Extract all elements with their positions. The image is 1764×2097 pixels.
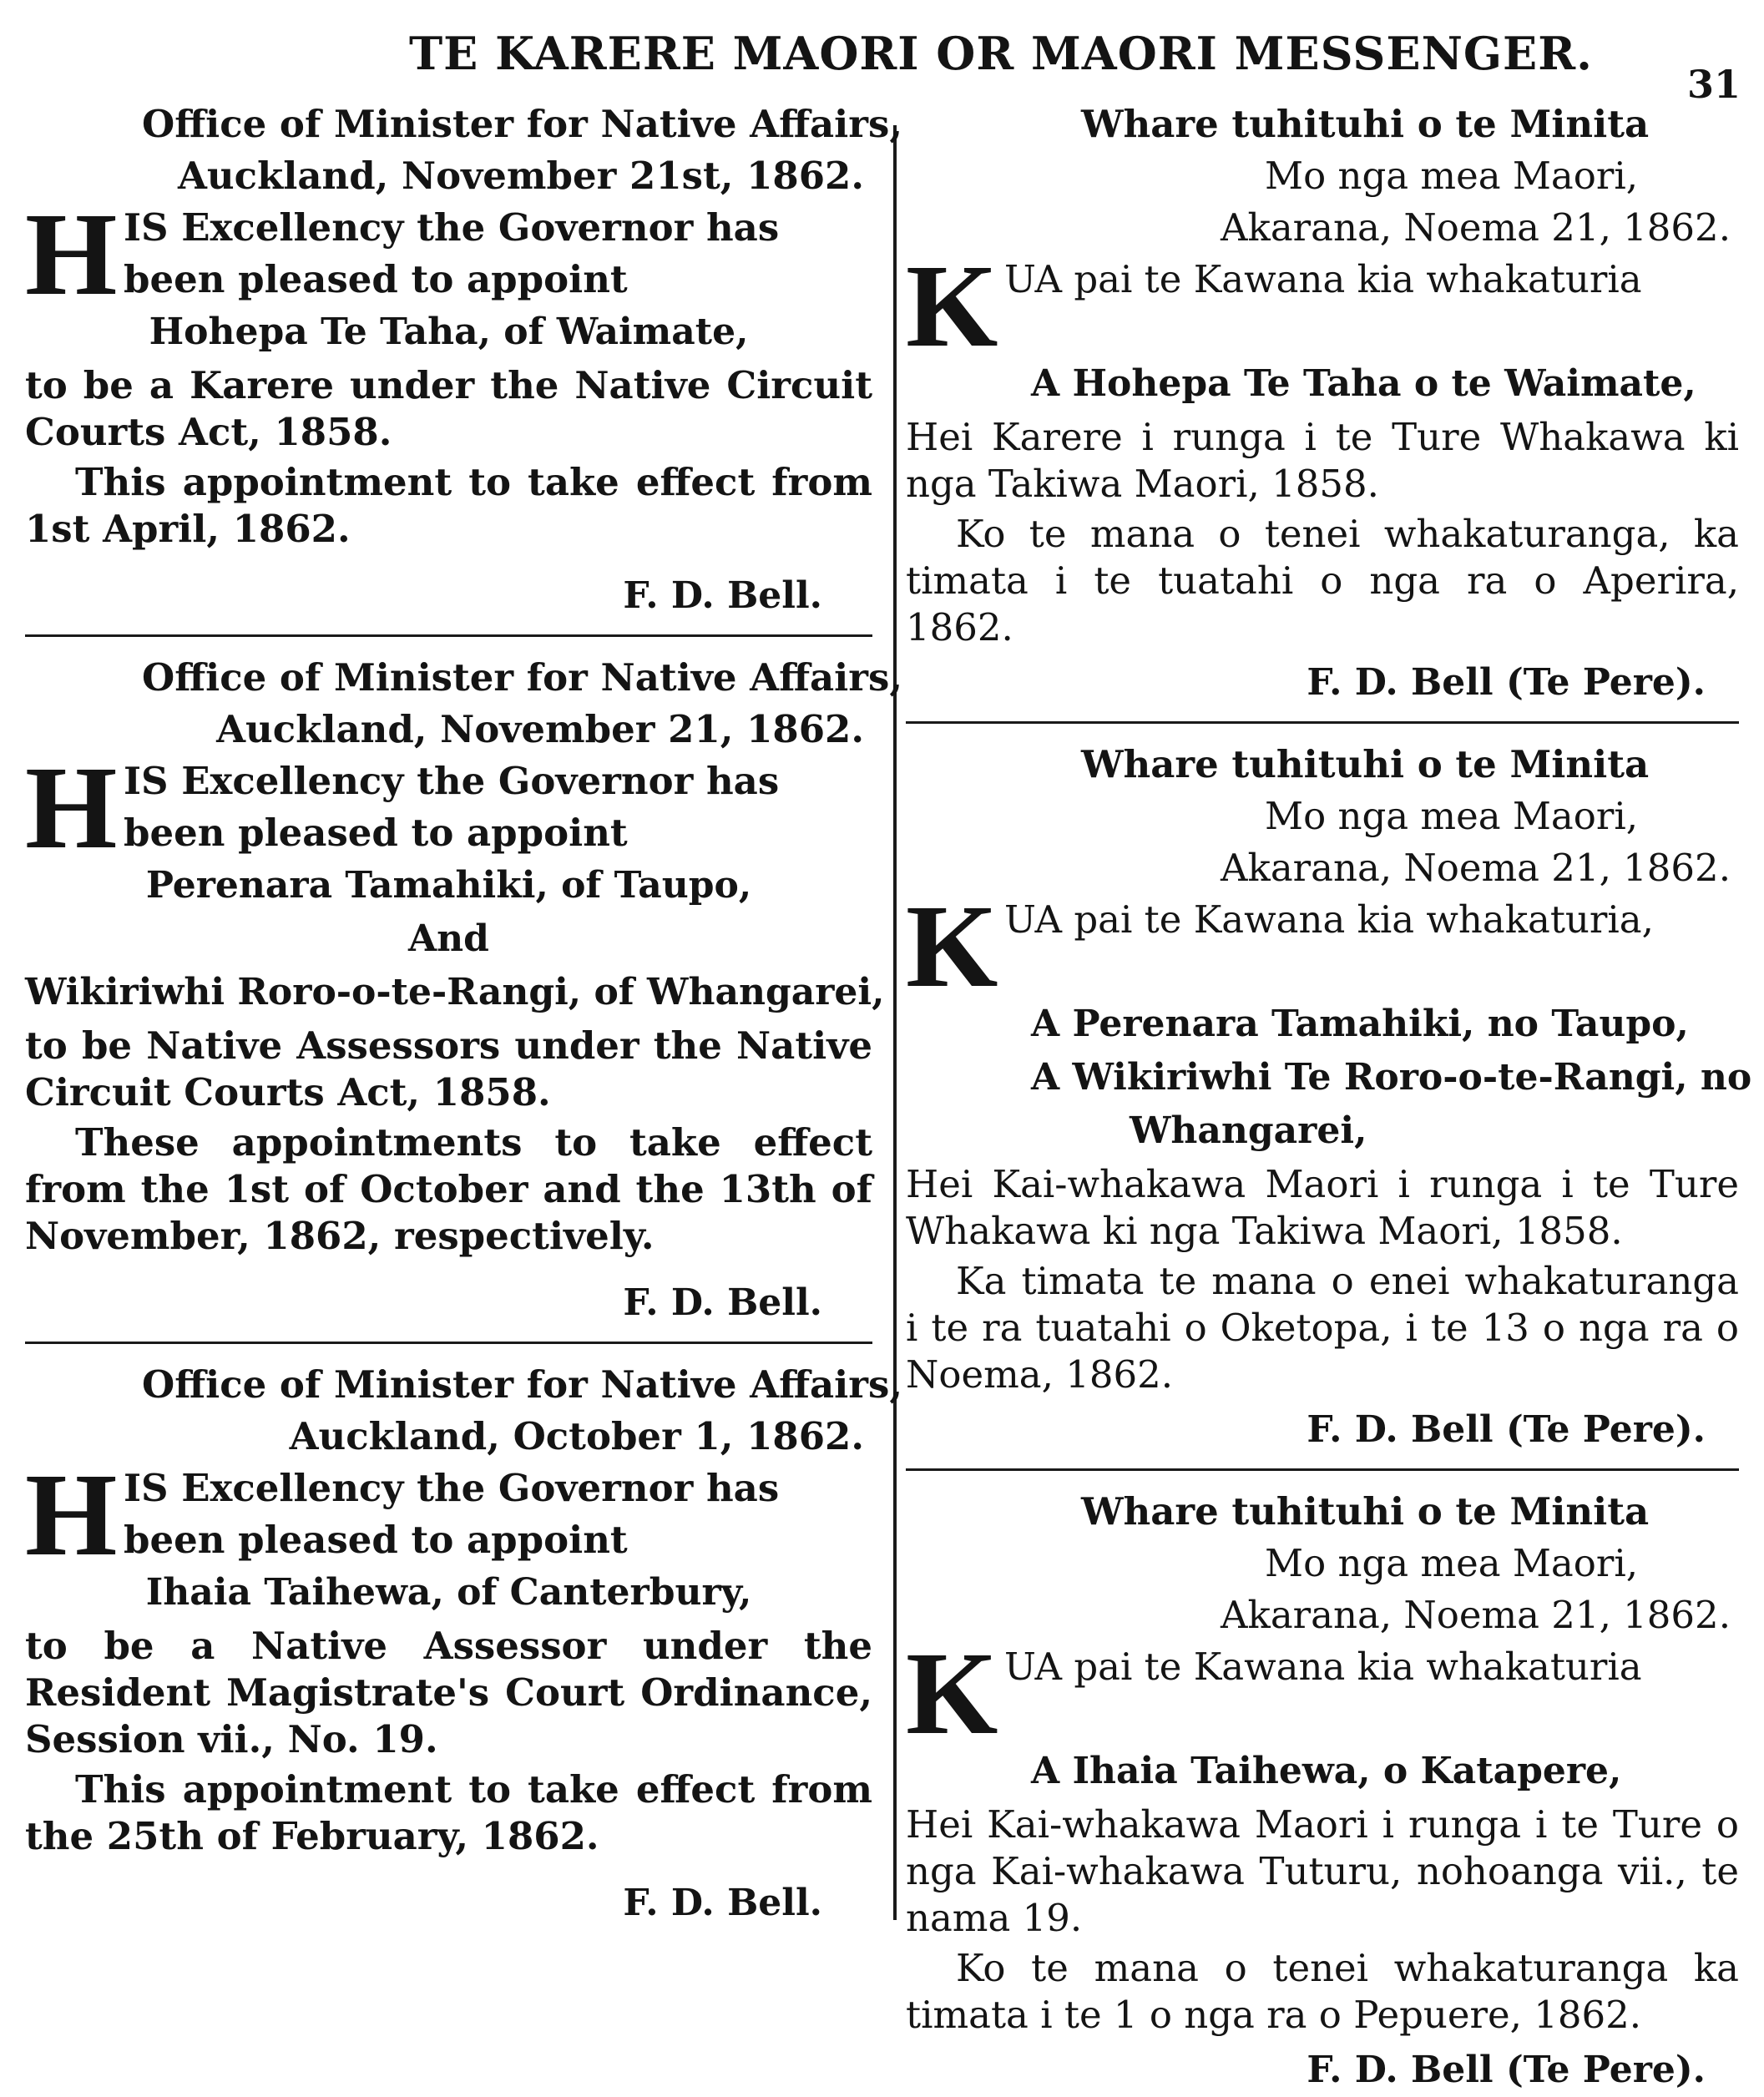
conjunction: And [408,917,489,960]
appointee-name: Hohepa Te Taha, of Waimate, [149,311,749,353]
notice-maori-2 [906,739,1752,1457]
notice-effect: Ka timata te mana o enei whakaturanga i te ra tuatahi o Oketopa, i te 13 o nga ra o Noema, 1862. [906,1259,1739,1397]
notice-office: Whare tuhituhi o te Minita [1081,102,1650,146]
appointee-name: Ihaia Taihewa, of Canterbury, [145,1571,752,1614]
notice-office: Whare tuhituhi o te Minita [1081,742,1650,786]
appointee-name: Wikiriwhi Roro-o-te-Rangi, of Whangarei, [25,971,885,1013]
notice-signature: F. D. Bell (Te Pere). [1307,2049,1706,2091]
notice-office: Office of Minister for Native Affairs, [142,1362,902,1407]
notice-office-line2: Mo nga mea Maori, [1265,794,1639,838]
notice-body: Hei Kai-whakawa Maori i runga i te Ture Whakawa ki nga Takiwa Maori, 1858. [906,1162,1739,1253]
english-column [25,99,902,1930]
column-divider [893,125,897,1920]
appointee-name: A Perenara Tamahiki, no Taupo, [1031,1003,1689,1045]
notice-lead-text: UA pai te Kawana kia whakaturia [1004,1645,1642,1689]
notice-signature: F. D. Bell. [623,574,822,617]
notice-lead-text: UA pai te Kawana kia whakaturia [1004,257,1642,301]
notice-lead [906,880,1739,1012]
appointee-name: A Hohepa Te Taha o te Waimate, [1031,362,1696,405]
section-rule [906,721,1739,724]
notice-lead-text: IS Excellency the Governor has been pleased to appoint [124,205,780,301]
notice-office: Office of Minister for Native Affairs, [142,655,902,700]
notice-office-line2: Mo nga mea Maori, [1265,1541,1639,1585]
notice-place-date: Auckland, November 21, 1862. [216,707,864,751]
section-rule [25,634,872,637]
section-rule [25,1342,872,1344]
maori-column [906,99,1752,2097]
drop-cap: K [906,880,998,1012]
notice-body: Hei Karere i runga i te Ture Whakawa ki nga Takiwa Maori, 1858. [906,415,1739,506]
appointee-name: A Ihaia Taihewa, o Katapere, [1031,1750,1622,1792]
notice-effect: This appointment to take effect from 1st April, 1862. [25,460,872,551]
notice-place-date: Auckland, November 21st, 1862. [178,154,864,198]
drop-cap: K [906,1627,998,1759]
notice-lead-text: IS Excellency the Governor has been pleased to appoint [124,1466,780,1562]
drop-cap: H [25,188,118,320]
notice-office: Whare tuhituhi o te Minita [1081,1489,1650,1534]
notice-lead-text: IS Excellency the Governor has been pleased to appoint [124,759,780,855]
notice-lead [25,1448,872,1580]
notice-lead [25,188,872,320]
page-header [0,15,1764,107]
notice-lead [906,240,1739,371]
notice-effect: Ko te mana o tenei whakaturanga ka timata i te 1 o nga ra o Pepuere, 1862. [906,1946,1739,2037]
notice-english-3 [25,1359,902,1930]
notice-place-date: Akarana, Noema 21, 1862. [1221,846,1731,890]
page-number: 31 [1686,62,1741,107]
section-rule [906,1468,1739,1471]
notice-lead-text: UA pai te Kawana kia whakaturia, [1004,897,1654,942]
notice-english-2 [25,652,902,1330]
notice-place-date: Auckland, October 1, 1862. [289,1414,864,1458]
appointee-name: A Wikiriwhi Te Roro-o-te-Rangi, no [1031,1056,1752,1099]
notice-place-date: Akarana, Noema 21, 1862. [1221,205,1731,250]
notice-effect: Ko te mana o tenei whakaturanga, ka timata i te tuatahi o nga ra o Aperira, 1862. [906,512,1739,649]
notice-signature: F. D. Bell. [623,1882,822,1924]
drop-cap: H [25,1448,118,1580]
notice-signature: F. D. Bell (Te Pere). [1307,1408,1706,1451]
notice-lead [25,741,872,873]
appointee-name-continued: Whangarei, [1130,1109,1367,1152]
notice-body: to be a Karere under the Native Circuit Courts Act, 1858. [25,363,872,454]
notice-english-1 [25,99,902,623]
notice-lead [906,1627,1739,1759]
notice-maori-1 [906,99,1739,710]
notice-effect: These appointments to take effect from the 1st of October and the 13th of November, 1862, respectively. [25,1120,872,1258]
newspaper-title: TE KARERE MAORI OR MAORI MESSENGER. [409,27,1593,80]
drop-cap: K [906,240,998,371]
notice-office-line2: Mo nga mea Maori, [1265,154,1639,198]
notice-body: Hei Kai-whakawa Maori i runga i te Ture o nga Kai-whakawa Tuturu, nohoanga vii., te nama 19. [906,1802,1739,1940]
notice-maori-3 [906,1486,1739,2097]
notice-body: to be a Native Assessor under the Resident Magistrate's Court Ordinance, Session vii., No. 19. [25,1624,872,1761]
notice-body: to be Native Assessors under the Native Circuit Courts Act, 1858. [25,1023,872,1114]
notice-effect: This appointment to take effect from the 25th of February, 1862. [25,1767,872,1858]
notice-signature: F. D. Bell. [623,1281,822,1324]
notice-place-date: Akarana, Noema 21, 1862. [1221,1593,1731,1637]
notice-signature: F. D. Bell (Te Pere). [1307,661,1706,704]
appointee-name: Perenara Tamahiki, of Taupo, [145,864,752,907]
drop-cap: H [25,741,118,873]
notice-office: Office of Minister for Native Affairs, [142,102,902,146]
